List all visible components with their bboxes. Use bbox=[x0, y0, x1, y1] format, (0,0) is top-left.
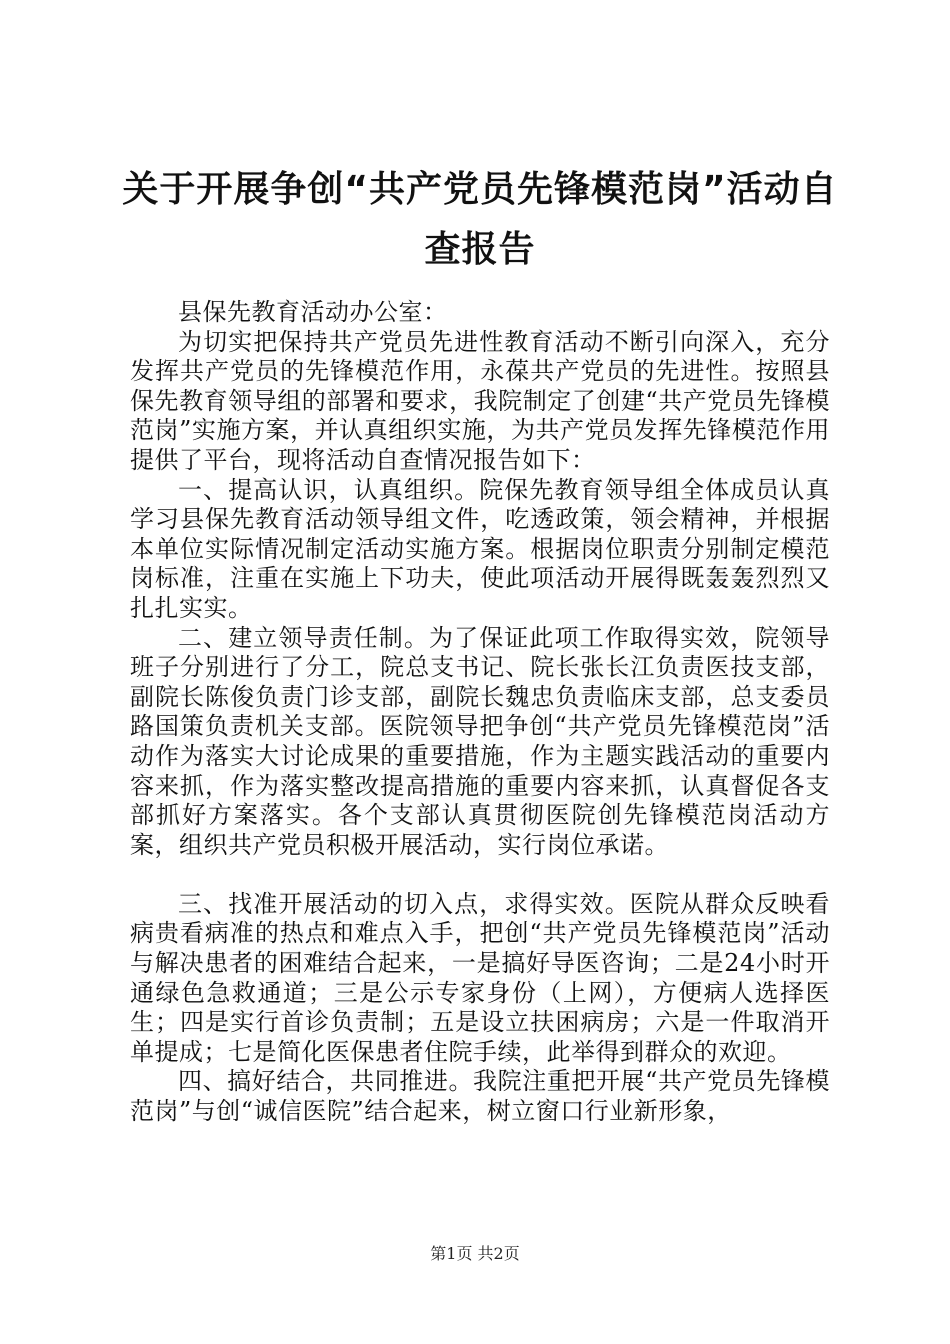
document-body bbox=[130, 298, 830, 1127]
salutation: 县保先教育活动办公室： bbox=[178, 298, 448, 326]
paragraph-section-1: 一、提高认识，认真组织。院保先教育领导组全体成员认真学习县保先教育活动领导组文件，吃透政策，领会精神，并根据本单位实际情况制定活动实施方案。根据岗位职责分别制定模范岗标准，注重在实施上下功夫，使此项活动开展得既轰轰烈烈又扎扎实实。 bbox=[130, 475, 830, 622]
paragraph-section-3: 三、找准开展活动的切入点，求得实效。医院从群众反映看病贵看病准的热点和难点入手，把创“共产党员先锋模范岗”活动与解决患者的困难结合起来，一是搞好导医咨询；二是24小时开通绿色急救通道；三是公示专家身份（上网），方便病人选择医生；四是实行首诊负责制；五是设立扶困病房；六是一件取消开单提成；七是简化医保患者住院手续，此举得到群众的欢迎。 bbox=[130, 889, 830, 1066]
paragraph-section-4: 四、搞好结合，共同推进。我院注重把开展“共产党员先锋模范岗”与创“诚信医院”结合起来，树立窗口行业新形象， bbox=[130, 1067, 830, 1126]
paragraph-intro: 为切实把保持共产党员先进性教育活动不断引向深入，充分发挥共产党员的先锋模范作用，永葆共产党员的先进性。按照县保先教育领导组的部署和要求，我院制定了创建“共产党员先锋模范岗”实施方案，并认真组织实施，为共产党员发挥先锋模范作用提供了平台，现将活动自查情况报告如下： bbox=[130, 327, 830, 474]
title-line-1: 关于开展争创“共产党员先锋模范岗”活动自 bbox=[122, 169, 838, 210]
document-title bbox=[110, 160, 850, 280]
page-footer: 第1页 共2页 bbox=[430, 1244, 520, 1263]
title-line-2: 查报告 bbox=[424, 229, 536, 270]
paragraph-section-2: 二、建立领导责任制。为了保证此项工作取得实效，院领导班子分别进行了分工，院总支书记、院长张长江负责医技支部，副院长陈俊负责门诊支部，副院长魏忠负责临床支部，总支委员路国策负责机关支部。医院领导把争创“共产党员先锋模范岗”活动作为落实大讨论成果的重要措施，作为主题实践活动的重要内容来抓，作为落实整改提高措施的重要内容来抓，认真督促各支部抓好方案落实。各个支部认真贯彻医院创先锋模范岗活动方案，组织共产党员积极开展活动，实行岗位承诺。 bbox=[130, 623, 830, 859]
